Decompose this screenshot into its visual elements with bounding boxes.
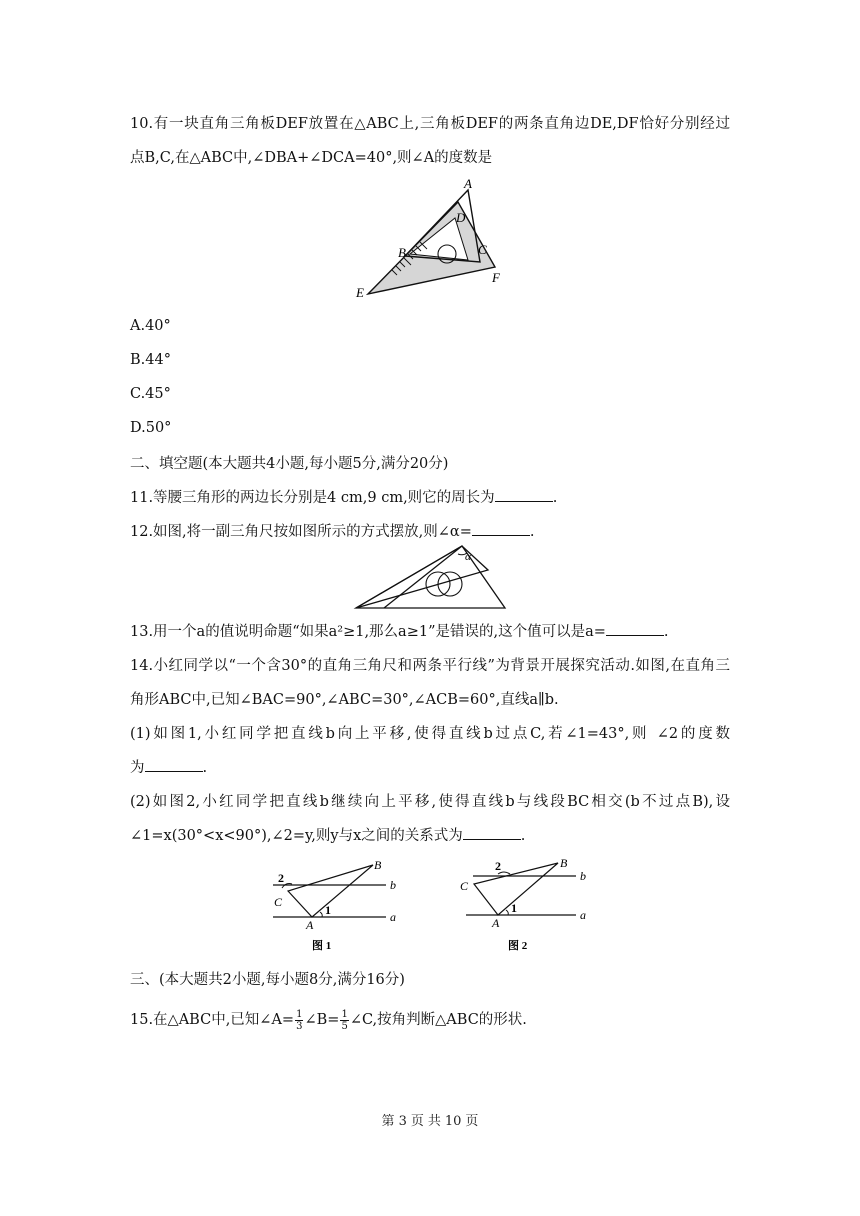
q14-part2-line2: ∠1=x(30°<x<90°),∠2=y,则y与x之间的关系式为 .	[130, 828, 526, 844]
q14-figure-1	[268, 856, 408, 960]
svg-text:B: B	[398, 245, 406, 260]
svg-text:D: D	[456, 210, 466, 225]
svg-text:a: a	[580, 908, 586, 922]
svg-text:图 2: 图 2	[508, 940, 528, 952]
page-footer: 第 3 页 共 10 页	[381, 1114, 479, 1129]
q10-line2: 点B,C,在△ABC中,∠DBA+∠DCA=40°,则∠A的度数是	[130, 150, 493, 166]
svg-text:b: b	[390, 878, 396, 892]
q15: 15.在△ABC中,已知∠A= $\frac{1}{3}$ ∠B= $\frac{1}{5}$ ∠C,按角判断△ABC的形状.	[130, 1008, 527, 1032]
svg-text:图 1: 图 1	[312, 940, 332, 952]
option-c: C.45°	[130, 386, 171, 402]
q14-line1: 14.小红同学以“一个含30°的直角三角尺和两条平行线”为背景开展探究活动.如图,在直角三	[130, 658, 730, 674]
q14-figure-2	[458, 854, 598, 958]
answer-blank	[606, 634, 664, 636]
section2-heading: 二、填空题(本大题共4小题,每小题5分,满分20分)	[130, 456, 449, 472]
svg-text:C: C	[460, 879, 469, 893]
fraction-one-third: $\frac{1}{3}$	[296, 1008, 303, 1032]
q14-part2-line1: (2)如图2,小红同学把直线b继续向上平移,使得直线b与线段BC相交(b不过点B),设	[130, 794, 730, 810]
svg-text:E: E	[356, 285, 364, 300]
page-number: 3	[398, 1114, 407, 1129]
q14-part1-line2: 为 .	[130, 760, 208, 776]
q10-line1: 10.有一块直角三角板DEF放置在△ABC上,三角板DEF的两条直角边DE,DF恰好分别经过	[130, 116, 730, 132]
svg-text:1: 1	[325, 903, 331, 917]
svg-text:2: 2	[495, 859, 501, 873]
answer-blank	[472, 534, 530, 536]
option-a: A.40°	[130, 318, 171, 334]
svg-text:B: B	[560, 856, 568, 870]
svg-text:C: C	[478, 242, 487, 257]
q14-line2: 角形ABC中,已知∠BAC=90°,∠ABC=30°,∠ACB=60°,直线a∥b.	[130, 692, 559, 708]
q12: 12.如图,将一副三角尺按如图所示的方式摆放,则∠α= .	[130, 524, 535, 540]
q12-figure	[350, 542, 510, 616]
section3-heading: 三、(本大题共2小题,每小题8分,满分16分)	[130, 972, 405, 988]
svg-text:B: B	[374, 858, 382, 872]
svg-text:1: 1	[511, 901, 517, 915]
svg-text:A: A	[306, 918, 314, 932]
answer-blank	[495, 500, 553, 502]
q11: 11.等腰三角形的两边长分别是4 cm,9 cm,则它的周长为 .	[130, 490, 558, 506]
svg-text:b: b	[580, 869, 586, 883]
option-b: B.44°	[130, 352, 171, 368]
svg-text:C: C	[274, 895, 283, 909]
svg-text:A: A	[464, 176, 472, 191]
svg-text:2: 2	[278, 871, 284, 885]
q10-figure	[350, 176, 520, 305]
svg-text:A: A	[492, 916, 500, 930]
option-d: D.50°	[130, 420, 172, 436]
fraction-one-fifth: $\frac{1}{5}$	[341, 1008, 348, 1032]
svg-text:F: F	[492, 270, 500, 285]
answer-blank	[463, 838, 521, 840]
svg-text:α: α	[465, 551, 471, 563]
answer-blank	[145, 770, 203, 772]
q14-part1-line1: (1)如图1,小红同学把直线b向上平移,使得直线b过点C,若∠1=43°,则 ∠2的度数	[130, 726, 730, 742]
q13: 13.用一个a的值说明命题“如果a²≥1,那么a≥1”是错误的,这个值可以是a= .	[130, 624, 669, 640]
total-pages: 10	[444, 1114, 462, 1129]
svg-text:a: a	[390, 910, 396, 924]
